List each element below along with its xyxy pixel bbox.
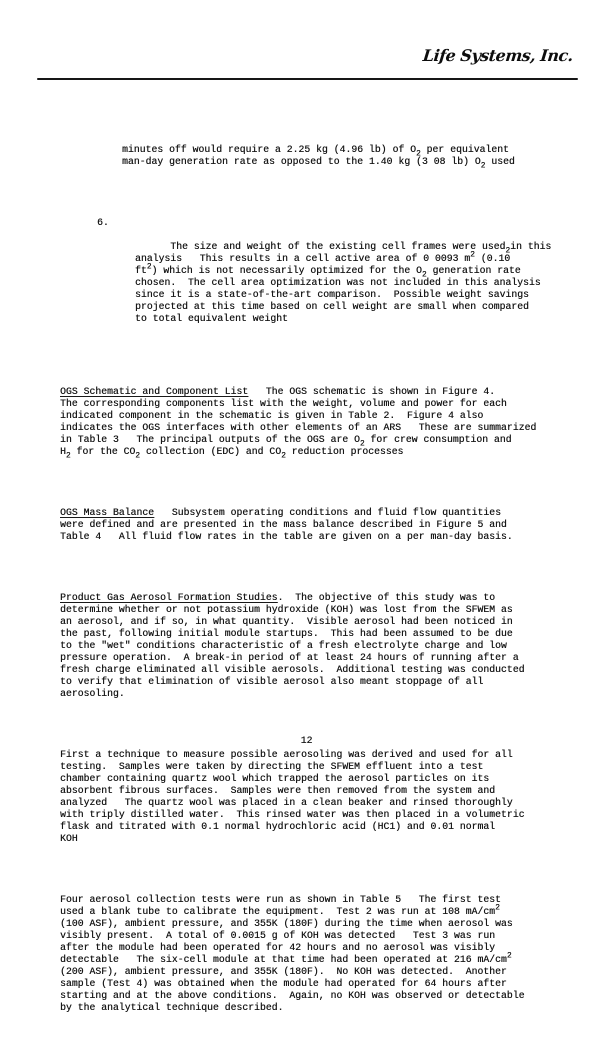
company-logo: Life Systems, Inc. (422, 46, 574, 65)
list-item-6 (60, 217, 572, 337)
paragraph-ogs-mass-balance: OGS Mass Balance Subsystem operating conditions and fluid flow quantities were defined and are presented in the mass balance described in Figure 5 and Table 4 All fluid flow rates in the table are given on a per man-day basis. (60, 507, 513, 542)
page-number: 12 (300, 735, 313, 746)
header-rule (37, 78, 578, 80)
paragraph-intro-continuation: minutes off would require a 2.25 kg (4.96 lb) of $O_2$ per equivalent man-day generation rate as opposed to the 1.40 kg (3 08 lb) $O_2$ used (122, 144, 515, 171)
document-content (60, 108, 572, 1050)
paragraph-collection-tests: Four aerosol collection tests were run as shown in Table 5 The first test used a blank tube to calibrate the equipment. Test 2 was run at 108 $mA/cm^2$ (100 ASF), ambient pressure, and 355K (180F) during the time when aerosol was visibly present. A total of 0.0015 g of KOH was detected Test 3 was run after the module had been operated for 42 hours and no aerosol was visibly detectable The six-cell module at that time had been operated at 216 $mA/cm^2$ (200 ASF), ambient pressure, and 355K (180F). No KOH was detected. Another sample (Test 4) was obtained when the module had operated for 64 hours after starting and at the above conditions. Again, no KOH was observed or detectable by the analytical technique described. (60, 894, 525, 1013)
paragraph-ogs-schematic: OGS Schematic and Component List The OGS schematic is shown in Figure 4. The corresponding components list with the weight, volume and power for each indicated component in the schematic is given in Table 2. Figure 4 also indicates the OGS interfaces with other elements of an ARS These are summarized in Table 3 The principal outputs of the OGS are $O_2$ for crew consumption and $H_2$ for the $CO_2$ collection (EDC) and $CO_2$ reduction processes (60, 386, 537, 461)
item-number: 6. (97, 217, 109, 228)
paragraph-aerosol-studies: Product Gas Aerosol Formation Studies. The objective of this study was to determine whether or not potassium hydroxide (KOH) was lost from the SFWEM as an aerosol, and if so, in what quantity. Visible aerosol had been noticed in the past, following initial module startups. This had been assumed to be due to the "wet" conditions characteristic of a fresh electrolyte charge and low pressure operation. A break-in period of at least 24 hours of running after a fresh charge eliminated all visible aerosols. Additional testing was conducted to verify that elimination of visible aerosol also meant stoppage of all aerosoling. (60, 592, 525, 699)
item-text: The size and weight of the existing cell frames were used$_2$in this analysis This results in a cell active area of 0 0093 $m^2$ (0.10 $ft^2$) which is not necessarily optimized for the $O_2$ generation rate chosen. The cell area optimization was not included in this analysis since it is a state-of-the-art comparison. Possible weight savings projected at this time based on cell weight are small when compared to total equivalent weight (135, 241, 552, 324)
paragraph-technique: First a technique to measure possible aerosoling was derived and used for all testing. Samples were taken by directing the SFWEM effluent into a test chamber containing quartz wool which trapped the aerosol particles on its absorbent fibrous surfaces. Samples were then removed from the system and analyzed The quartz wool was placed in a clean beaker and rinsed thoroughly with triply distilled water. This rinsed water was then placed in a volumetric flask and titrated with 0.1 normal hydrochloric acid (HC1) and 0.01 normal KOH (60, 749, 525, 844)
